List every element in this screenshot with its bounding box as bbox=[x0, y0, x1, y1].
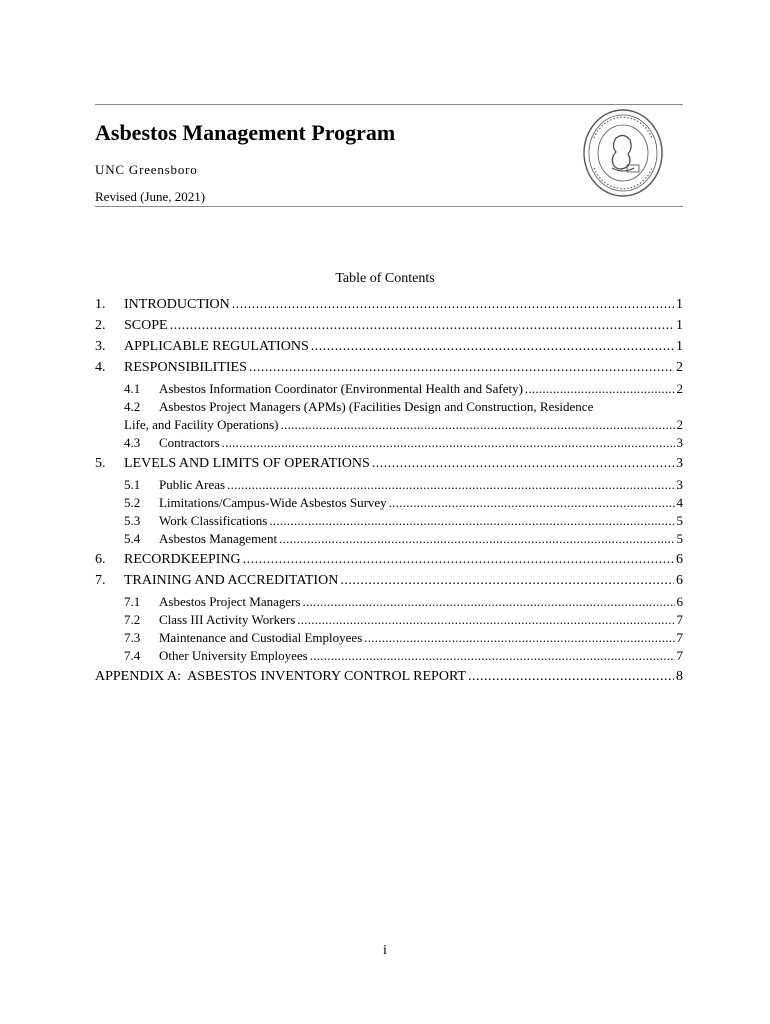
toc-entry-training-asbestos-project-managers[interactable]: 7.1 Asbestos Project Managers . . . 6 bbox=[95, 593, 683, 611]
document-title: Asbestos Management Program bbox=[95, 120, 396, 145]
toc-entry-class-iii-activity-workers[interactable]: 7.2 Class III Activity Workers . . . 7 bbox=[95, 611, 683, 629]
toc-entry-public-areas[interactable]: 5.1 Public Areas . . . 3 bbox=[95, 476, 683, 494]
toc-entry-limitations-survey[interactable]: 5.2 Limitations/Campus-Wide Asbestos Survey . . . 4 bbox=[95, 494, 683, 512]
toc-entry-asbestos-information-coordinator[interactable]: 4.1 Asbestos Information Coordinator (Environmental Health and Safety) . . . 2 bbox=[95, 380, 683, 398]
toc-entry-responsibilities[interactable]: 4. RESPONSIBILITIES . . . 2 bbox=[95, 359, 683, 377]
toc-heading: Table of Contents bbox=[335, 271, 435, 286]
toc-entry-maintenance-custodial[interactable]: 7.3 Maintenance and Custodial Employees . . . 7 bbox=[95, 629, 683, 647]
toc-entry-contractors[interactable]: 4.3 Contractors . . . 3 bbox=[95, 434, 683, 452]
toc-entry-applicable-regulations[interactable]: 3. APPLICABLE REGULATIONS . . . 1 bbox=[95, 338, 683, 356]
revision-date: Revised (June, 2021) bbox=[95, 189, 206, 204]
toc-entry-work-classifications[interactable]: 5.3 Work Classifications . . . 5 bbox=[95, 512, 683, 530]
toc-entry-asbestos-project-managers-apms-cont[interactable]: Life, and Facility Operations) . . . 2 bbox=[95, 416, 683, 434]
toc-entry-introduction[interactable]: 1. INTRODUCTION . . . 1 bbox=[95, 296, 683, 314]
toc-entry-recordkeeping[interactable]: 6. RECORDKEEPING . . . 6 bbox=[95, 551, 683, 569]
organization-name: UNC Greensboro bbox=[95, 162, 198, 177]
toc-entry-asbestos-management[interactable]: 5.4 Asbestos Management . . . 5 bbox=[95, 530, 683, 548]
toc-entry-levels-and-limits[interactable]: 5. LEVELS AND LIMITS OF OPERATIONS . . . 3 bbox=[95, 455, 683, 473]
toc-entry-asbestos-project-managers-apms[interactable]: 4.2 Asbestos Project Managers (APMs) (Facilities Design and Construction, Residence bbox=[124, 399, 594, 414]
page-number: i bbox=[383, 943, 387, 958]
toc-entry-training-and-accreditation[interactable]: 7. TRAINING AND ACCREDITATION . . . 6 bbox=[95, 572, 683, 590]
toc-entry-other-university-employees[interactable]: 7.4 Other University Employees . . . 7 bbox=[95, 647, 683, 665]
toc-entry-appendix-a[interactable]: APPENDIX A: ASBESTOS INVENTORY CONTROL REPORT . . . 8 bbox=[95, 668, 683, 686]
university-seal-icon bbox=[582, 108, 664, 198]
toc-entry-scope[interactable]: 2. SCOPE . . . 1 bbox=[95, 317, 683, 335]
header-rule-bottom bbox=[95, 206, 683, 207]
header-rule-top bbox=[95, 104, 683, 105]
table-of-contents bbox=[95, 296, 683, 686]
